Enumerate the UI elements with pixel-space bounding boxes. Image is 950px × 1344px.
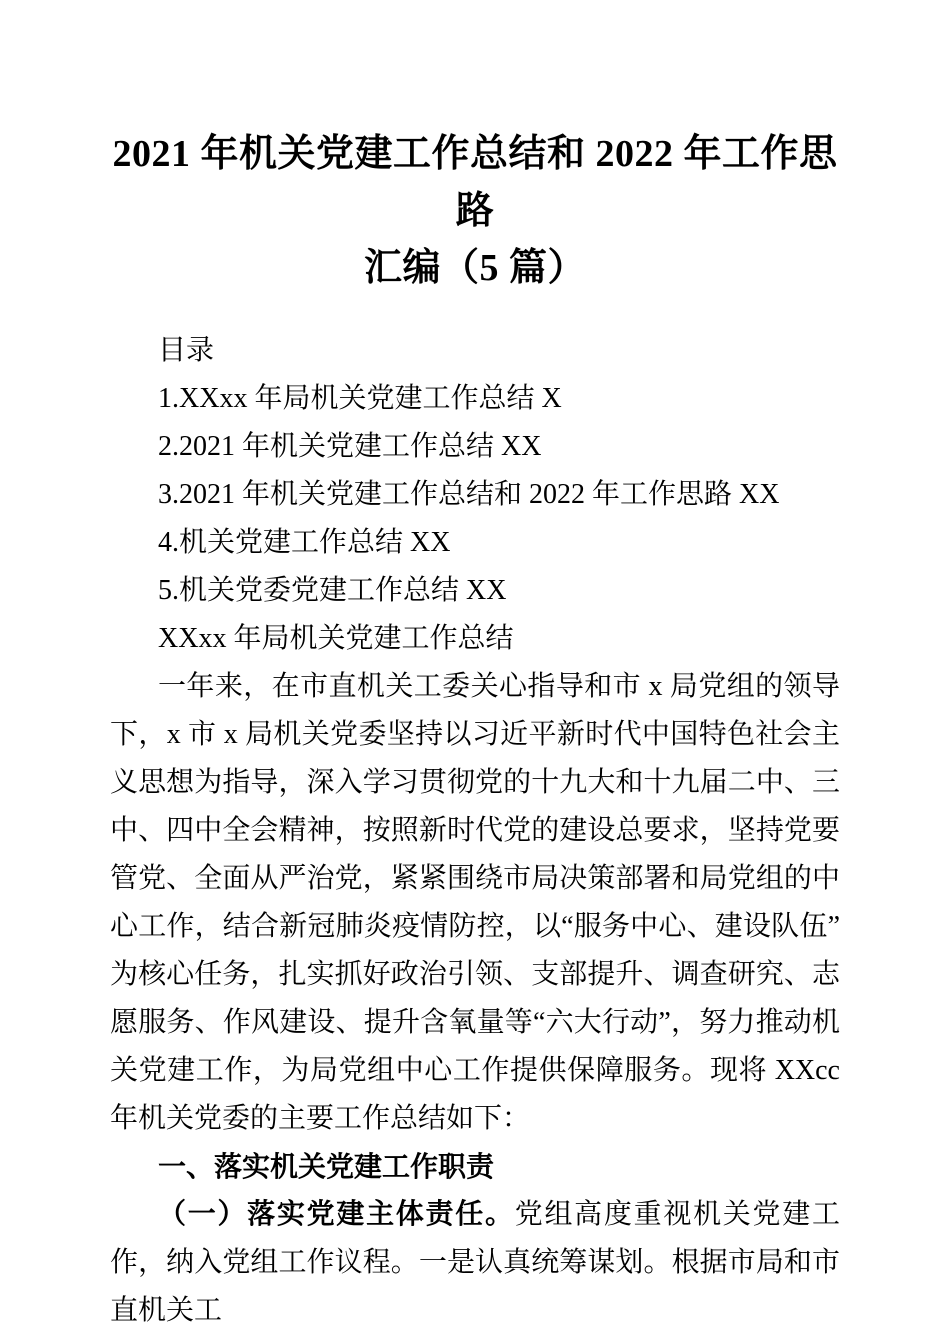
page-title <box>110 126 840 297</box>
article-title: XXxx 年局机关党建工作总结 <box>158 623 514 654</box>
toc-item-5: 5.机关党委党建工作总结 XX <box>158 575 507 606</box>
subsection-1-body: 党组高度重视机关党建工作，纳入党组工作议程。一是认真统筹谋划。根据市局和市直机关工 <box>110 1199 840 1326</box>
section-1-heading: 一、落实机关党建工作职责 <box>158 1151 495 1182</box>
toc-item-2: 2.2021 年机关党建工作总结 XX <box>158 431 542 462</box>
subsection-1-paragraph <box>110 1191 840 1335</box>
toc-label: 目录 <box>158 335 215 366</box>
toc-item-1: 1.XXxx 年局机关党建工作总结 X <box>158 383 562 414</box>
page-title-line-2: 汇编（5 篇） <box>363 247 586 289</box>
intro-paragraph: 一年来，在市直机关工委关心指导和市 x 局党组的领导下，x 市 x 局机关党委坚持以习近平新时代中国特色社会主义思想为指导，深入学习贯彻党的十九大和十九届二中、三中、四中全会精神，按照新时代党的建设总要求，坚持党要管党、全面从严治党，紧紧围绕市局决策部署和局党组的中心工作，结合新冠肺炎疫情防控，以“服务中心、建设队伍”为核心任务，扎实抓好政治引领、支部提升、调查研究、志愿服务、作风建设、提升含氧量等“六大行动”，努力推动机关党建工作，为局党组中心工作提供保障服务。现将 XXcc 年机关党委的主要工作总结如下： <box>110 671 840 1134</box>
page-title-line-1: 2021 年机关党建工作总结和 2022 年工作思路 <box>112 133 838 232</box>
toc-item-3: 3.2021 年机关党建工作总结和 2022 年工作思路 XX <box>158 479 780 510</box>
toc-item-4: 4.机关党建工作总结 XX <box>158 527 451 558</box>
subsection-1-lead: （一）落实党建主体责任。 <box>158 1199 515 1230</box>
document-body <box>110 327 840 1335</box>
